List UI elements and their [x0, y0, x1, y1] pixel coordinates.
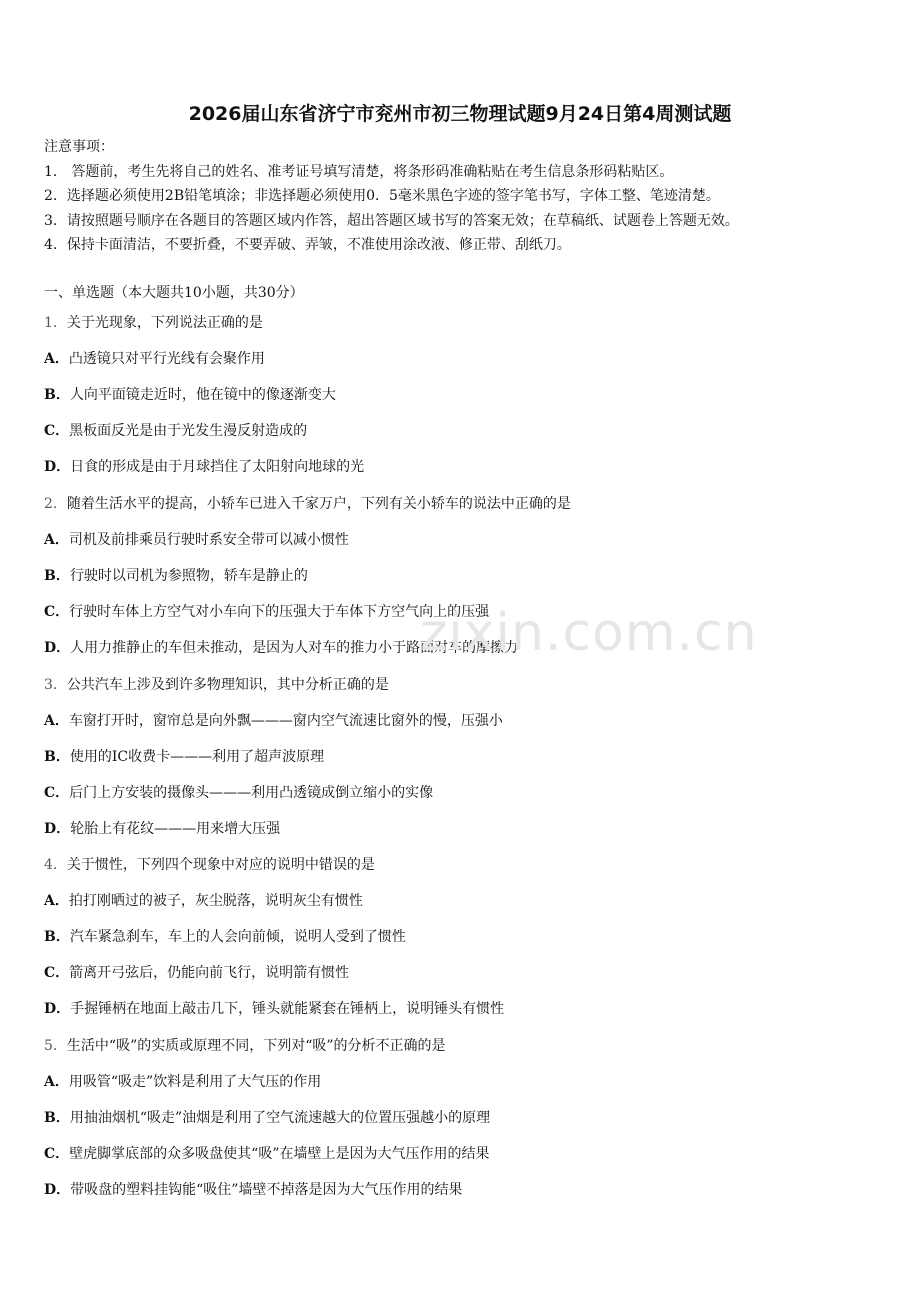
- answer-option[interactable]: [44, 421, 307, 441]
- option-letter: D．: [44, 1182, 71, 1198]
- option-letter: B．: [44, 568, 70, 584]
- option-text: 日食的形成是由于月球挡住了太阳射向地球的光: [70, 459, 365, 475]
- question-number: 5．: [44, 1038, 67, 1054]
- option-text: 凸透镜只对平行光线有会聚作用: [68, 351, 265, 367]
- option-text: 壁虎脚掌底部的众多吸盘使其“吸”在墙壁上是因为大气压作用的结果: [69, 1146, 490, 1162]
- question-number: 1．: [44, 315, 67, 331]
- answer-option[interactable]: [44, 711, 503, 731]
- option-text: 行驶时以司机为参照物，轿车是静止的: [69, 568, 308, 584]
- option-letter: A．: [44, 1074, 69, 1090]
- question-text: 随着生活水平的提高，小轿车已进入千家万户，下列有关小轿车的说法中正确的是: [66, 496, 571, 512]
- option-letter: D．: [44, 459, 71, 475]
- answer-option[interactable]: [44, 1180, 462, 1200]
- option-text: 后门上方安装的摄像头———利用凸透镜成倒立缩小的实像: [69, 785, 434, 801]
- option-text: 行驶时车体上方空气对小车向下的压强大于车体下方空气向上的压强: [69, 604, 490, 620]
- question-stem: [44, 1036, 446, 1056]
- option-letter: B．: [44, 387, 70, 403]
- option-text: 司机及前排乘员行驶时系安全带可以减小惯性: [68, 532, 349, 548]
- question-text: 关于光现象，下列说法正确的是: [66, 315, 263, 331]
- option-letter: C．: [44, 604, 70, 620]
- answer-option[interactable]: [44, 1144, 489, 1164]
- note-item: 4．保持卡面清洁，不要折叠，不要弄破、弄皱，不准使用涂改液、修正带、刮纸刀。: [44, 237, 571, 253]
- answer-option[interactable]: [44, 891, 363, 911]
- option-text: 人用力推静止的车但未推动，是因为人对车的推力小于路面对车的摩擦力: [70, 640, 519, 656]
- option-letter: D．: [44, 821, 71, 837]
- watermark: zixin.com.cn: [420, 603, 758, 663]
- option-letter: A．: [44, 351, 69, 367]
- question-text: 关于惯性，下列四个现象中对应的说明中错误的是: [66, 857, 375, 873]
- question-number: 4．: [44, 857, 67, 873]
- option-letter: C．: [44, 1146, 70, 1162]
- option-letter: A．: [44, 532, 69, 548]
- answer-option[interactable]: [44, 819, 280, 839]
- option-letter: A．: [44, 713, 69, 729]
- question-number: 3．: [44, 677, 67, 693]
- answer-option[interactable]: [44, 1072, 321, 1092]
- question-stem: [44, 855, 375, 875]
- option-text: 使用的IC收费卡———利用了超声波原理: [69, 749, 325, 765]
- answer-option[interactable]: [44, 747, 324, 767]
- option-letter: B．: [44, 929, 70, 945]
- option-text: 黑板面反光是由于光发生漫反射造成的: [69, 423, 308, 439]
- option-letter: B．: [44, 749, 70, 765]
- option-text: 汽车紧急刹车，车上的人会向前倾，说明人受到了惯性: [69, 929, 406, 945]
- option-text: 人向平面镜走近时，他在镜中的像逐渐变大: [69, 387, 336, 403]
- page-title: 2026届山东省济宁市兖州市初三物理试题9月24日第4周测试题: [188, 103, 732, 125]
- notes-heading: 注意事项：: [44, 139, 114, 155]
- answer-option[interactable]: [44, 566, 308, 586]
- answer-option[interactable]: [44, 530, 349, 550]
- note-item: 2．选择题必须使用2B铅笔填涂；非选择题必须使用0．5毫米黑色字迹的签字笔书写，字体工整、笔迹清楚。: [44, 188, 720, 204]
- option-letter: D．: [44, 640, 71, 656]
- option-letter: C．: [44, 965, 70, 981]
- question-number: 2．: [44, 496, 67, 512]
- option-letter: A．: [44, 893, 69, 909]
- note-item: 3．请按照题号顺序在各题目的答题区域内作答，超出答题区域书写的答案无效；在草稿纸、试题卷上答题无效。: [44, 213, 739, 229]
- note-item: 1． 答题前，考生先将自己的姓名、准考证号填写清楚，将条形码准确粘贴在考生信息条形码粘贴区。: [44, 164, 674, 180]
- answer-option[interactable]: [44, 385, 336, 405]
- section-heading: 一、单选题（本大题共10小题，共30分）: [44, 285, 304, 301]
- answer-option[interactable]: [44, 457, 364, 477]
- question-text: 公共汽车上涉及到许多物理知识，其中分析正确的是: [66, 677, 389, 693]
- answer-option[interactable]: [44, 349, 265, 369]
- option-text: 轮胎上有花纹———用来增大压强: [70, 821, 281, 837]
- answer-option[interactable]: [44, 638, 518, 658]
- answer-option[interactable]: [44, 927, 406, 947]
- option-text: 拍打刚晒过的被子，灰尘脱落，说明灰尘有惯性: [68, 893, 363, 909]
- option-text: 用吸管“吸走”饮料是利用了大气压的作用: [68, 1074, 322, 1090]
- option-text: 手握锤柄在地面上敲击几下，锤头就能紧套在锤柄上，说明锤头有惯性: [70, 1001, 505, 1017]
- option-letter: B．: [44, 1110, 70, 1126]
- answer-option[interactable]: [44, 602, 489, 622]
- question-text: 生活中“吸”的实质或原理不同，下列对“吸”的分析不正确的是: [66, 1038, 446, 1054]
- question-stem: [44, 675, 389, 695]
- option-letter: C．: [44, 423, 70, 439]
- option-text: 用抽油烟机“吸走”油烟是利用了空气流速越大的位置压强越小的原理: [69, 1110, 491, 1126]
- option-letter: D．: [44, 1001, 71, 1017]
- answer-option[interactable]: [44, 783, 433, 803]
- answer-option[interactable]: [44, 1108, 490, 1128]
- question-stem: [44, 313, 263, 333]
- option-text: 带吸盘的塑料挂钩能“吸住”墙壁不掉落是因为大气压作用的结果: [70, 1182, 463, 1198]
- answer-option[interactable]: [44, 963, 349, 983]
- question-stem: [44, 494, 571, 514]
- option-letter: C．: [44, 785, 70, 801]
- answer-option[interactable]: [44, 999, 504, 1019]
- option-text: 车窗打开时，窗帘总是向外飘———窗内空气流速比窗外的慢，压强小: [68, 713, 503, 729]
- option-text: 箭离开弓弦后，仍能向前飞行，说明箭有惯性: [69, 965, 350, 981]
